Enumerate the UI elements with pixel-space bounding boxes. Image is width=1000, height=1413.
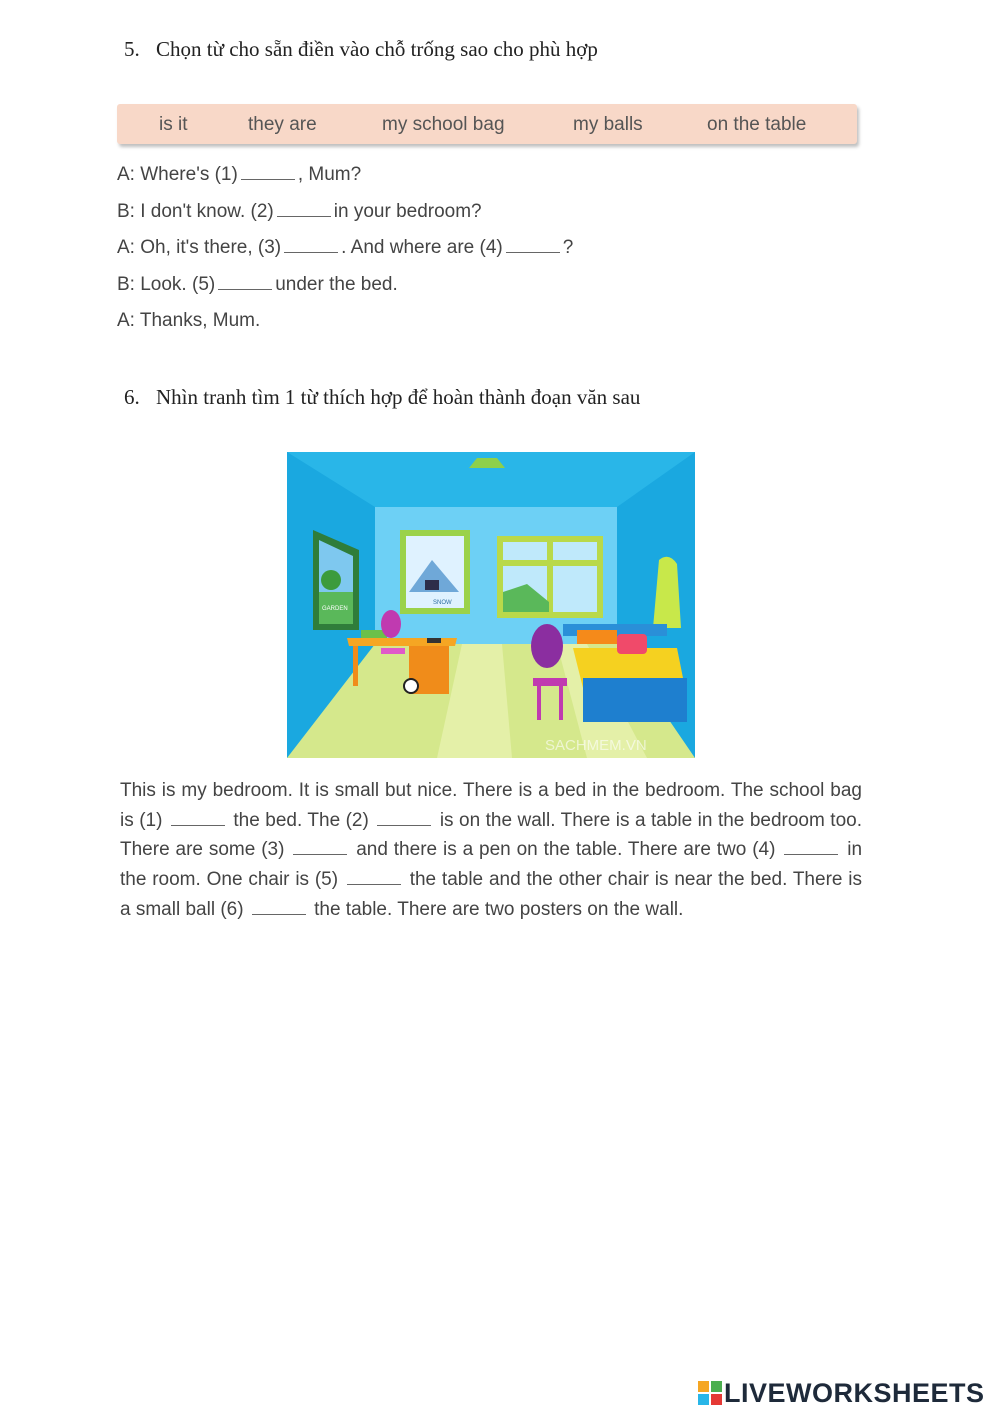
blank-input-1[interactable] [241,165,295,180]
question-5-title [124,37,598,62]
blank-input-4[interactable] [506,238,560,253]
brand-name: LIVEWORKSHEETS [724,1377,985,1408]
ball [404,679,418,693]
blank-input-5[interactable] [218,275,272,290]
dialogue-line: A: Thanks, Mum. [117,310,261,331]
pen [427,638,441,643]
question-number: 6. [124,385,140,409]
blank-input-6-5[interactable] [347,870,401,885]
liveworksheets-brand [698,1378,985,1408]
blank-input-6-4[interactable] [784,840,838,855]
word-bank-item: they are [248,114,317,135]
chair-1 [381,610,401,638]
question-number: 5. [124,37,140,61]
word-bank [117,104,857,144]
chair-2 [531,624,563,668]
liveworksheets-logo-icon [698,1381,722,1405]
garden-label: GARDEN [322,606,348,612]
snow-label: SNOW [433,600,452,606]
dialogue-line: B: I don't know. (2) in your bedroom? [117,201,482,222]
blank-input-2[interactable] [277,202,331,217]
blank-input-6-1[interactable] [171,811,225,826]
pillow [577,630,617,644]
word-bank-item: is it [159,114,188,135]
question-6-title [124,385,640,410]
bedroom-picture [287,452,695,758]
bed-frame [583,678,687,722]
school-bag [617,634,647,654]
dialogue-line: A: Where's (1) , Mum? [117,164,362,185]
word-bank-item: my school bag [382,114,505,135]
blank-input-6-3[interactable] [293,840,347,855]
blank-input-6-6[interactable] [252,900,306,915]
question-text: Nhìn tranh tìm 1 từ thích hợp để hoàn thành đoạn văn sau [156,385,641,409]
dialogue-line: A: Oh, it's there, (3) . And where are (4) ? [117,237,574,258]
word-bank-item: on the table [707,114,807,135]
word-bank-item: my balls [573,114,643,135]
question-text: Chọn từ cho sẵn điền vào chỗ trống sao cho phù hợp [156,37,598,61]
watermark: SACHMEM.VN [545,737,647,754]
blank-input-6-2[interactable] [377,811,431,826]
cloze-paragraph: This is my bedroom. It is small but nice. There is a bed in the bedroom. The school bag is (1) the bed. The (2) is on the wall. There is a table in the bedroom too. There are some (3) and there is a pen on the table. There are two (4) in the room. One chair is (5) the table and the other chair is near the bed. There is a small ball (6) the table. There are two posters on the wall. [120,780,863,920]
blank-input-3[interactable] [284,238,338,253]
dialogue-line: B: Look. (5) under the bed. [117,274,398,295]
